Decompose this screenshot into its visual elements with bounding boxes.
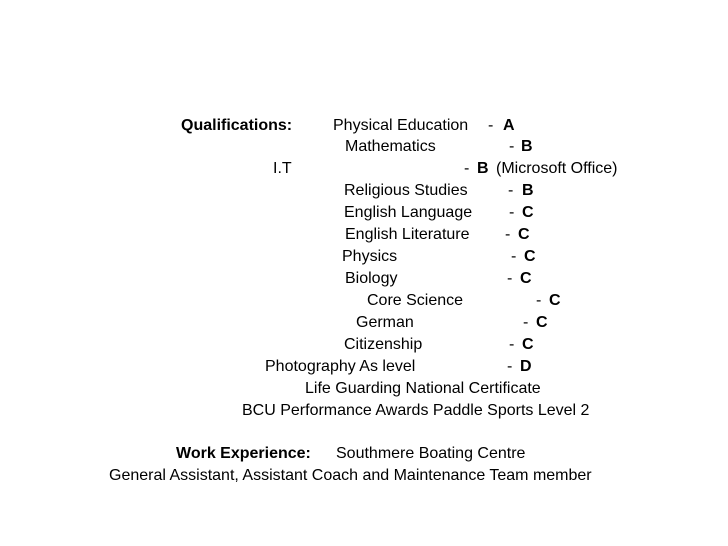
qualifications-heading: Qualifications: xyxy=(181,117,293,134)
dash: - xyxy=(507,270,513,287)
grade-religious-studies: B xyxy=(522,182,534,199)
subject-english-literature: English Literature xyxy=(345,226,470,243)
dash: - xyxy=(511,248,517,265)
grade-german: C xyxy=(536,314,548,331)
grade-english-language: C xyxy=(522,204,534,221)
grade-biology: C xyxy=(520,270,532,287)
grade-mathematics: B xyxy=(521,138,533,155)
subject-mathematics: Mathematics xyxy=(345,138,436,155)
work-experience-role: General Assistant, Assistant Coach and Maintenance Team member xyxy=(109,467,592,484)
subject-physics: Physics xyxy=(342,248,398,265)
subject-religious-studies: Religious Studies xyxy=(344,182,468,199)
work-experience-heading: Work Experience: xyxy=(176,445,311,462)
dash: - xyxy=(464,160,470,177)
subject-physical-education: Physical Education xyxy=(333,117,469,134)
grade-it: B xyxy=(477,160,489,177)
dash: - xyxy=(505,226,511,243)
subject-core-science: Core Science xyxy=(367,292,464,309)
dash: - xyxy=(508,182,514,199)
dash: - xyxy=(507,358,513,375)
work-experience-employer: Southmere Boating Centre xyxy=(336,445,526,462)
note-it: (Microsoft Office) xyxy=(496,160,618,177)
subject-photography: Photography As level xyxy=(265,358,416,375)
dash: - xyxy=(509,204,515,221)
dash: - xyxy=(509,336,515,353)
grade-citizenship: C xyxy=(522,336,534,353)
subject-german: German xyxy=(356,314,414,331)
certificate-bcu: BCU Performance Awards Paddle Sports Level 2 xyxy=(242,402,590,419)
subject-biology: Biology xyxy=(345,270,398,287)
dash: - xyxy=(488,117,494,134)
subject-it: I.T xyxy=(273,160,292,177)
grade-core-science: C xyxy=(549,292,561,309)
dash: - xyxy=(509,138,515,155)
subject-english-language: English Language xyxy=(344,204,473,221)
grade-photography: D xyxy=(520,358,532,375)
certificate-life-guarding: Life Guarding National Certificate xyxy=(305,380,541,397)
subject-citizenship: Citizenship xyxy=(344,336,423,353)
grade-physical-education: A xyxy=(503,117,515,134)
dash: - xyxy=(523,314,529,331)
dash: - xyxy=(536,292,542,309)
grade-english-literature: C xyxy=(518,226,530,243)
grade-physics: C xyxy=(524,248,536,265)
